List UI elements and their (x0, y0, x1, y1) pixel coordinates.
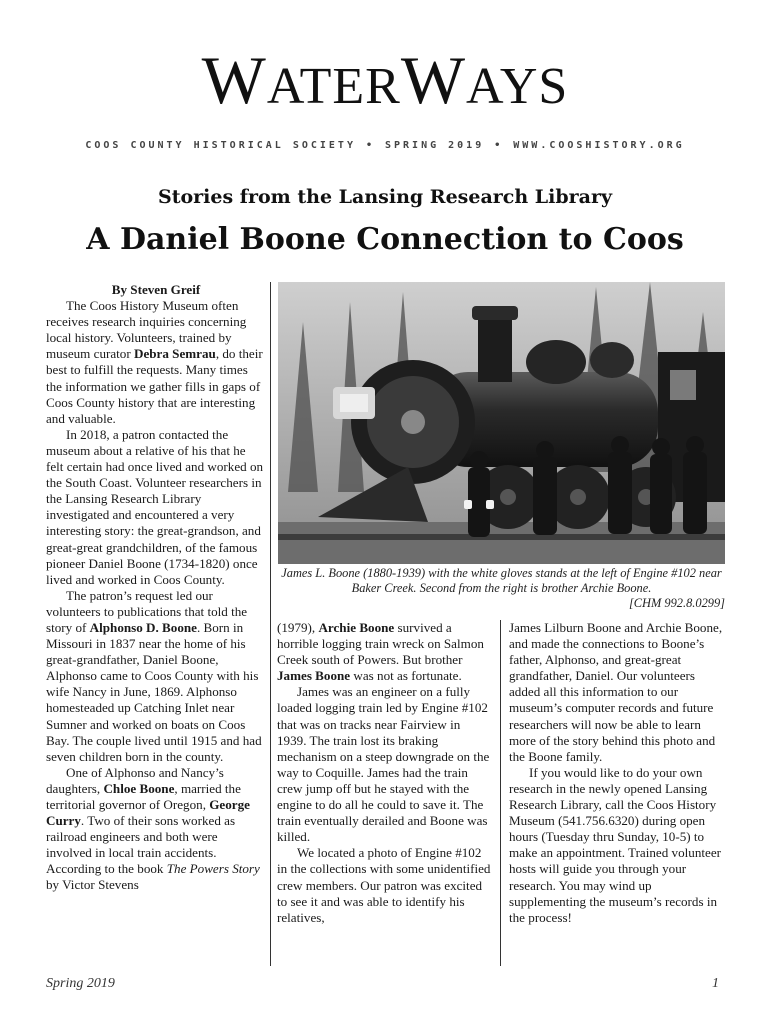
org-name: COOS COUNTY HISTORICAL SOCIETY (85, 140, 356, 151)
masthead-tagline (0, 140, 770, 151)
paragraph: We located a photo of Engine #102 in the collections with some unidentified crew members. Our patron was excited to see it and was able to identify his relatives, (277, 845, 491, 925)
paragraph: The Coos History Museum often receives research inquiries concerning local history. Volunteers, trained by museum curator Debra Semrau, do their best to fulfill the requests. Many times the information we gather fills in gaps of Coos County history that are interesting and valuable. (46, 298, 263, 426)
person-name: Archie Boone (318, 620, 395, 635)
paragraph: One of Alphonso and Nancy’s daughters, Chloe Boone, married the territorial governor of Oregon, George Curry. Two of their sons worked as railroad engineers and both were involved in local train accidents. According to the book The Powers Story by Victor Stevens (46, 764, 260, 893)
footer-issue: Spring 2019 (46, 976, 115, 991)
person-name: James Boone (277, 668, 351, 684)
masthead-w2: W (400, 42, 467, 118)
caption-text: James L. Boone (1880-1939) with the white gloves stands at the left of Engine #102 near Baker Creek. Second from the right is brother Archie Boone. (281, 566, 722, 596)
paragraph: If you would like to do your own research in the newly opened Lansing Research Library, call the Coos History Museum (541.756.6320) during open hours (Tuesday thru Sunday, 10-5) to make an appointment. Trained volunteer hosts will guide you through your research. You may wind up supplementing the museum’s records in the process! (509, 764, 721, 925)
catalog-reference: [CHM 992.8.0299] (628, 596, 725, 611)
byline: By Steven Greif (111, 282, 201, 297)
person-name: Chloe Boone (103, 780, 175, 796)
person-name: Debra Semrau (134, 346, 216, 362)
paragraph: James Lilburn Boone and Archie Boone, and made the connections to Boone’s father, Alphonso, and great-great grandfather, Daniel. Our volunteers added all this information to our museum’s computer records and future researchers will now be able to learn more of the story behind this photo and the Boone family. (509, 620, 723, 764)
masthead-ays: AYS (466, 58, 569, 115)
article-column-1 (46, 282, 266, 894)
paragraph: The patron’s request led our volunteers to publications that told the story of Alphonso D. Boone. Born in Missouri in 1837 near the home of his great-grandfather, Daniel Boone, Alphonso came to Coos County with his wife Nancy in June, 1869. Alphonso homesteaded up Catching Inlet near Sumner and worked on boats on Coos Bay. The couple lived until 1915 and had seven children born in the county. (46, 587, 262, 764)
issue-label: SPRING 2019 (385, 140, 485, 151)
article-headline: A Daniel Boone Connection to Coos (86, 222, 684, 257)
engine-102-photo (278, 282, 725, 564)
separator-dot: • (365, 140, 375, 151)
paragraph: (1979), Archie Boone survived a horrible logging train wreck on Salmon Creek south of Powers. But brother James Boone was not as fortunate. (277, 620, 484, 684)
column-divider (500, 620, 501, 966)
website-link[interactable]: WWW.COOSHISTORY.ORG (513, 140, 685, 151)
article-column-2 (277, 620, 492, 926)
separator-dot: • (494, 140, 504, 151)
paragraph: James was an engineer on a fully loaded logging train led by Engine #102 that was on tracks near Fairview in 1939. The train lost its braking mechanism on a steep downgrade on the way to Coquille. James had the train crew jump off but he stayed with the engine to do all he could to save it. The train eventually derailed and Boone was killed. (277, 684, 490, 845)
masthead-title (0, 40, 770, 127)
person-name: Alphonso D. Boone (89, 619, 197, 635)
book-title: The Powers Story (166, 861, 260, 877)
column-divider (270, 282, 271, 966)
masthead-w1: W (201, 42, 267, 118)
person-name: George Curry (46, 797, 250, 829)
page-number: 1 (712, 976, 719, 991)
locomotive-illustration (278, 282, 725, 564)
paragraph: In 2018, a patron contacted the museum about a relative of his that he felt certain had once lived and worked on the South Coast. Volunteer researchers in the Lansing Research Library investigated and encountered a very interesting story: the great-grandson, and great-great grandchildren, of the famous pioneer Daniel Boone (1734-1820) once lived and worked in Coos County. (46, 426, 264, 587)
article-kicker: Stories from the Lansing Research Library (158, 186, 612, 208)
article-column-3 (509, 620, 723, 926)
masthead-ater: ATER (266, 58, 401, 115)
photo-caption (278, 566, 725, 612)
